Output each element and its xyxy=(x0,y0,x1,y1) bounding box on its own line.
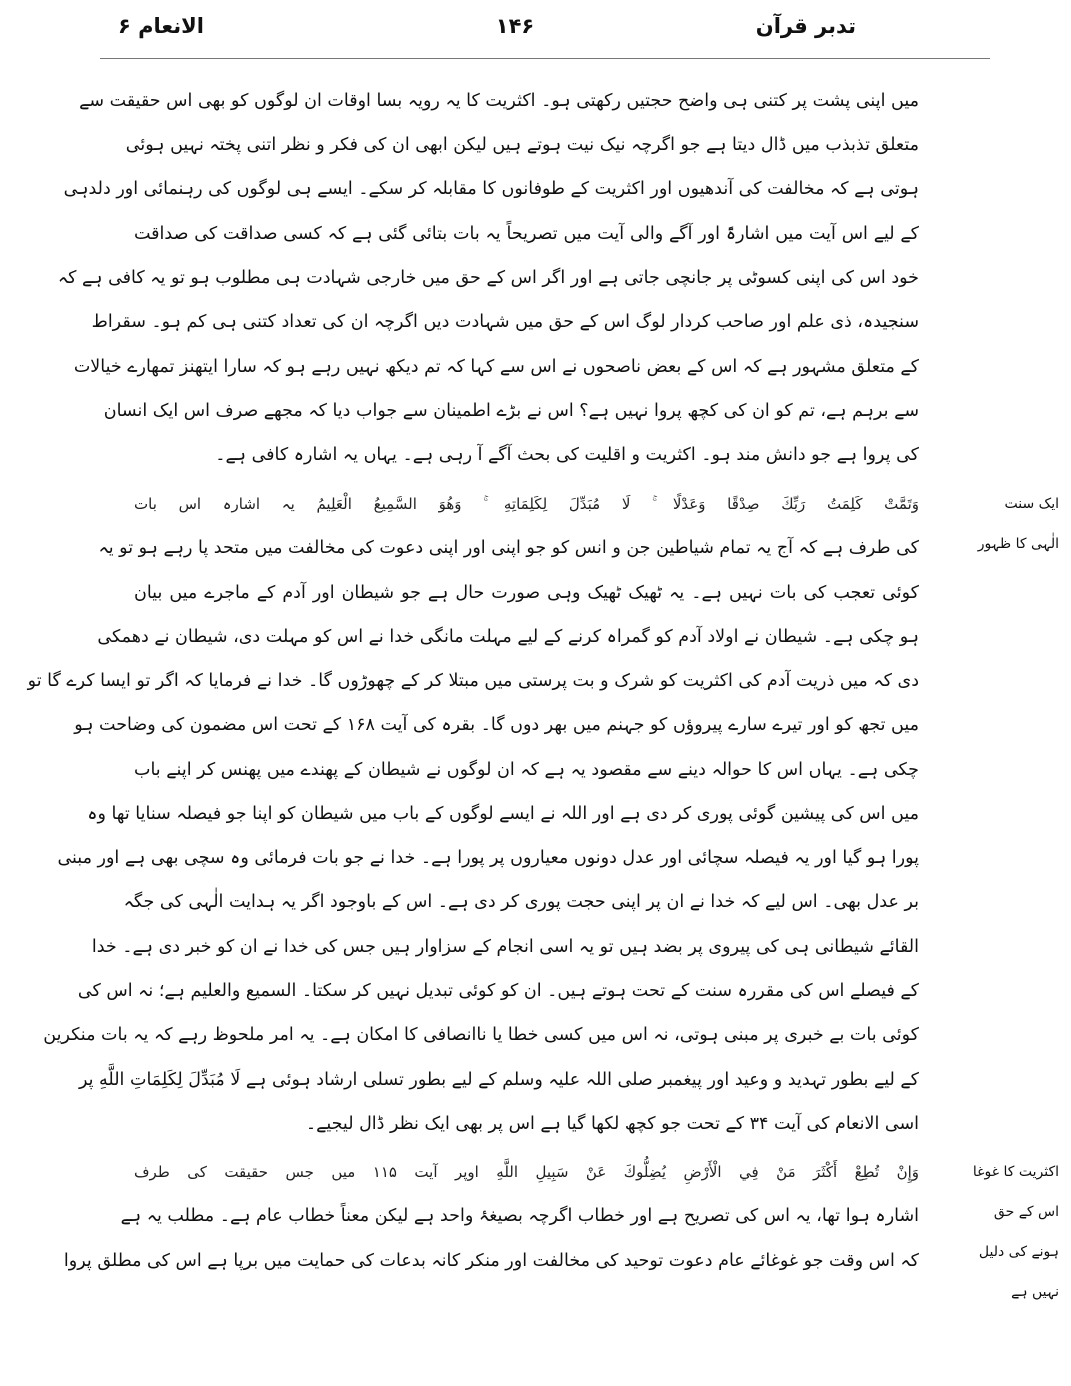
text-line: دی کہ میں ذریت آدم کی اکثریت کو شرک و بت پرستی میں مبتلا کر کے چھوڑوں گا۔ خدا نے فرمایا کہ اگر تو ایسا کرے گا تو xyxy=(27,671,919,691)
text-line: کی پروا ہے جو دانش مند ہو۔ اکثریت و اقلیت کی بحث آگے آ رہی ہے۔ یہاں یہ اشارہ کافی ہے۔ xyxy=(215,445,919,465)
header-divider xyxy=(100,58,990,59)
text-line: اشارہ ہوا تھا، یہ اس کی تصریح ہے اور خطاب اگرچہ بصیغۂ واحد ہے لیکن معناً خطاب عام ہے۔ مطلب یہ ہے xyxy=(120,1206,919,1226)
side-note: الٰہی کا ظہور xyxy=(977,536,1059,552)
side-note: ایک سنت xyxy=(1004,496,1059,512)
verse-line: وَتَمَّتْ كَلِمَتُ رَبِّكَ صِدْقًا وَعَدْلًا ۚ لَا مُبَدِّلَ لِكَلِمَاتِهِ ۚ وَهُوَ السَّمِيعُ الْعَلِيمُ یہ اشارہ اس بات xyxy=(134,495,919,513)
side-note: اس کے حق xyxy=(993,1204,1059,1220)
text-line: کے فیصلے اس کی مقررہ سنت کے تحت ہوتے ہیں۔ ان کو کوئی تبدیل نہیں کر سکتا۔ السمیع والعلیم ہے؛ نہ اس کی xyxy=(77,981,919,1001)
text-line: القائے شیطانی ہی کی پیروی پر بضد ہیں تو یہ اسی انجام کے سزاوار ہیں جس کی خدا نے ان کو خبر دی ہے۔ خدا xyxy=(91,937,919,957)
text-line: کے لیے بطور تہدید و وعید اور پیغمبر صلی اللہ علیہ وسلم کے لیے بطور تسلی ارشاد ہوئی ہے لَا مُبَدِّلَ لِكَلِمَاتِ اللَّهِ پر xyxy=(78,1070,919,1090)
text-line: اسی الانعام کی آیت ۳۴ کے تحت جو کچھ لکھا گیا ہے اس پر بھی ایک نظر ڈال لیجیے۔ xyxy=(305,1114,919,1134)
text-line: ہو چکی ہے۔ شیطان نے اولاد آدم کو گمراہ کرنے کے لیے مہلت مانگی خدا نے اس کو مہلت دی، شیطان نے دھمکی xyxy=(97,627,919,647)
text-line: کوئی تعجب کی بات نہیں ہے۔ یہ ٹھیک ٹھیک وہی صورت حال ہے جو شیطان اور آدم کے ماجرے میں بیان xyxy=(134,583,919,603)
text-line: کے لیے اس آیت میں اشارۃً اور آگے والی آیت میں تصریحاً یہ بات بتائی گئی ہے کہ کسی صداقت کی صداقت xyxy=(134,224,919,244)
text-line: متعلق تذبذب میں ڈال دیتا ہے جو اگرچہ نیک نیت ہوتے ہیں لیکن ابھی ان کی فکر و نظر اتنی پختہ نہیں ہوئی xyxy=(125,135,919,155)
side-note: ہونے کی دلیل xyxy=(978,1244,1059,1260)
text-line: سنجیدہ، ذی علم اور صاحب کردار لوگ اس کے حق میں شہادت دیں اگرچہ ان کی تعداد کتنی ہی کم ہو۔ سقراط xyxy=(91,312,919,332)
side-note: نہیں ہے xyxy=(1011,1284,1059,1300)
text-line: کے متعلق مشہور ہے کہ اس کے بعض ناصحوں نے اس سے کہا کہ تم دیکھ نہیں رہے ہو کہ سارا ایتھنز تمھارے خیالات xyxy=(73,357,919,377)
verse-line: وَإِنْ تُطِعْ أَكْثَرَ مَنْ فِي الْأَرْضِ يُضِلُّوكَ عَنْ سَبِيلِ اللَّهِ اوپر آیت ۱۱۵ میں جس حقیقت کی طرف xyxy=(134,1163,920,1181)
text-line: میں اپنی پشت پر کتنی ہی واضح حجتیں رکھتی ہو۔ اکثریت کا یہ رویہ بسا اوقات ان لوگوں کو بھی اس حقیقت سے xyxy=(79,91,919,111)
text-line: کوئی بات بے خبری پر مبنی ہوتی، نہ اس میں کسی خطا یا ناانصافی کا امکان ہے۔ یہ امر ملحوظ رہے کہ یہ بات منکرین xyxy=(43,1025,919,1045)
text-line: کی طرف ہے کہ آج یہ تمام شیاطین جن و انس کو جو اپنی اور اپنی دعوت کی مخالفت میں متحد پا رہے ہو تو یہ xyxy=(98,538,919,558)
page-number: ۱۴۶ xyxy=(495,14,535,38)
surah-name: الانعام ۶ xyxy=(118,14,204,38)
book-title: تدبر قرآن xyxy=(755,14,856,38)
text-line: ہوتی ہے کہ مخالفت کی آندھیوں اور اکثریت کے طوفانوں کا مقابلہ کر سکے۔ ایسے ہی لوگوں کی رہنمائی اور دلدہی xyxy=(63,179,919,199)
text-line: میں تجھ کو اور تیرے سارے پیروؤں کو جہنم میں بھر دوں گا۔ بقرہ کی آیت ۱۶۸ کے تحت اس مضمون کی وضاحت ہو xyxy=(74,715,919,735)
text-line: کہ اس وقت جو غوغائے عام دعوت توحید کی مخالفت اور منکر کانہ بدعات کی حمایت میں برپا ہے اس کی مطلق پروا xyxy=(63,1251,919,1271)
text-line: سے برہم ہے، تم کو ان کی کچھ پروا نہیں ہے؟ اس نے بڑے اطمینان سے جواب دیا کہ مجھے صرف اس ایک انسان xyxy=(103,401,919,421)
side-note: اکثریت کا غوغا xyxy=(972,1164,1059,1180)
text-line: خود اس کی اپنی کسوٹی پر جانچی جاتی ہے اور اگر اس کے حق میں خارجی شہادت ہی مطلوب ہو تو یہ کافی ہے کہ xyxy=(57,268,919,288)
text-line: چکی ہے۔ یہاں اس کا حوالہ دینے سے مقصود یہ ہے کہ ان لوگوں نے شیطان کے پھندے میں پھنس کر اپنے باب xyxy=(134,760,919,780)
text-line: پورا ہو گیا اور یہ فیصلہ سچائی اور عدل دونوں معیاروں پر پورا ہے۔ خدا نے جو بات فرمائی وہ سچی بھی ہے اور مبنی xyxy=(57,848,919,868)
text-line: میں اس کی پیشین گوئی پوری کر دی ہے اور اللہ نے ایسے لوگوں کے باب میں شیطان کو اپنا جو فیصلہ سنایا تھا وہ xyxy=(87,804,919,824)
text-line: بر عدل بھی۔ اس لیے کہ خدا نے ان پر اپنی حجت پوری کر دی ہے۔ اس کے باوجود اگر یہ ہدایت الٰہی کی جگہ xyxy=(123,892,919,912)
